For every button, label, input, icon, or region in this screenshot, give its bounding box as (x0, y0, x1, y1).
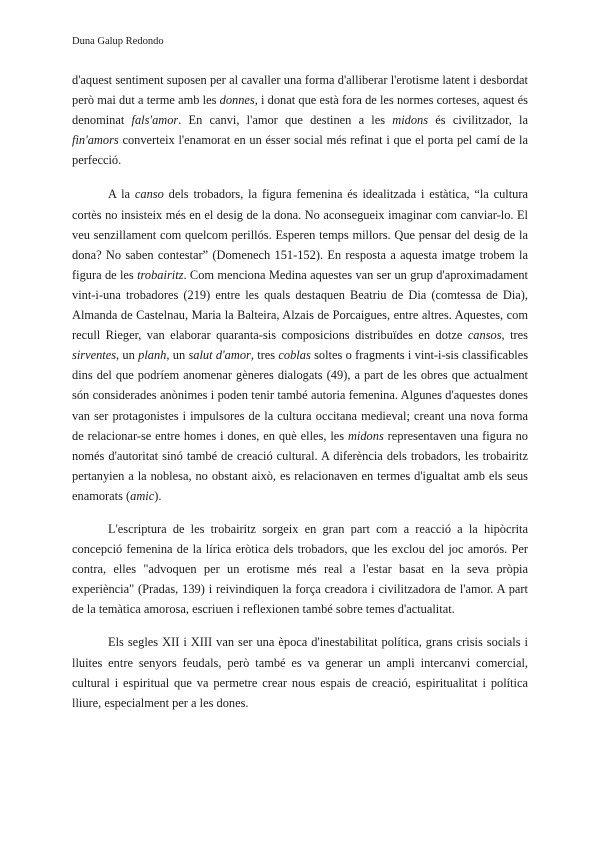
paragraph-1 (72, 70, 528, 170)
paragraph-4 (72, 632, 528, 712)
text-run: , tres (501, 328, 528, 343)
text-run: L'escriptura de les trobairitz sorgeix en gran part com a reacció a la hipòcrita concepció femenina de la lírica eròtica dels trobadors, que les exclou del joc amorós. Per contra, elles "advoquen per un erotisme més real a l'estar basat en la seva pròpia experiència" (Pradas, 139) i reivindiquen la força creadora i civilitzadora de l'amor. A part de la temàtica amorosa, escriuen i reflexionen també sobre temes d'actualitat. (72, 521, 528, 617)
text-run: representaven una figura no només d'autoritat sinó també de creació cultural. A diferència dels trobadors, les trobairitz pertanyien a la noblesa, no obstant això, es relacionaven en termes d'igualtat amb els seus enamorats ( (72, 428, 528, 503)
italic-term: midons (347, 428, 384, 443)
paragraph-3 (72, 519, 528, 619)
italic-term: fals'amor (131, 113, 179, 128)
italic-term: planh (138, 348, 167, 363)
text-run: , i donat que està fora de les normes corteses, aquest és denominat (72, 93, 528, 128)
text-run: A la (108, 187, 135, 202)
text-run: , tres (250, 348, 279, 363)
italic-term: salut d'amor (188, 348, 251, 363)
italic-term: fin'amors (72, 133, 119, 148)
italic-term: coblas (278, 348, 311, 363)
text-run: és civilitzador, la (428, 113, 528, 128)
italic-term: sirventes (72, 348, 117, 363)
italic-term: midons (392, 113, 429, 128)
text-run: dels trobadors, la figura femenina és idealitzada i estàtica, “la cultura cortès no insisteix més en el desig de la dona. No aconsegueix imaginar com canviar-lo. El veu senzillament com quelcom perillós. Esperen temps millors. Que pensar del desig de la dona? No saben contestar” (Domenech 151-152). En resposta a aquesta imatge trobem la figura de les (72, 187, 529, 282)
italic-term: canso (134, 187, 164, 202)
text-run: converteix l'enamorat en un ésser social més refinat i que el porta pel camí de la perfecció. (72, 133, 528, 168)
italic-term: amic (130, 488, 155, 503)
italic-term: trobairitz (137, 267, 184, 282)
text-run: d'aquest sentiment suposen per al cavaller una forma d'alliberar l'erotisme latent i desbordat però mai dut a terme amb les (72, 73, 528, 108)
running-header: Duna Galup Redondo (72, 36, 164, 47)
text-run: Els segles XII i XIII van ser una època d'inestabilitat política, grans crisis socials i lluites entre senyors feudals, però també es va generar un ampli intercanvi comercial, cultural i espiritual que va permetre crear nous espais de creació, espiritualitat i política lliure, especialment per a les dones. (72, 635, 528, 710)
text-run: . En canvi, l'amor que destinen a les (178, 113, 393, 128)
paragraph-2 (72, 184, 528, 506)
body-text (72, 70, 528, 726)
italic-term: donnes (219, 93, 255, 108)
text-run: soltes o fragments i vint-i-sis classificables dins del que podríem anomenar gèneres dialogats (49), a part de les obres que actualment són considerades anònimes i poden tenir també autoria femenina. Algunes d'aquestes dones van ser protagonistes i impulsores de la cultura occitana medieval; creant una nova forma de relacionar-se entre homes i dones, en què elles, les (72, 348, 529, 443)
text-run: ). (154, 488, 162, 503)
italic-term: cansos (467, 328, 502, 343)
text-run: , un (116, 348, 139, 363)
text-run: , un (166, 348, 189, 363)
text-run: . Com menciona Medina aquestes van ser un grup d'aproximadament vint-i-una trobadores (219) entre les quals destaquen Beatriu de Dia (comtessa de Dia), Almanda de Castelnau, Maria la Balteira, Alzais de Porcaigues, entre altres. Aquestes, com recull Rieger, van elaborar quaranta-sis composicions distribuïdes en dotze (72, 267, 528, 343)
